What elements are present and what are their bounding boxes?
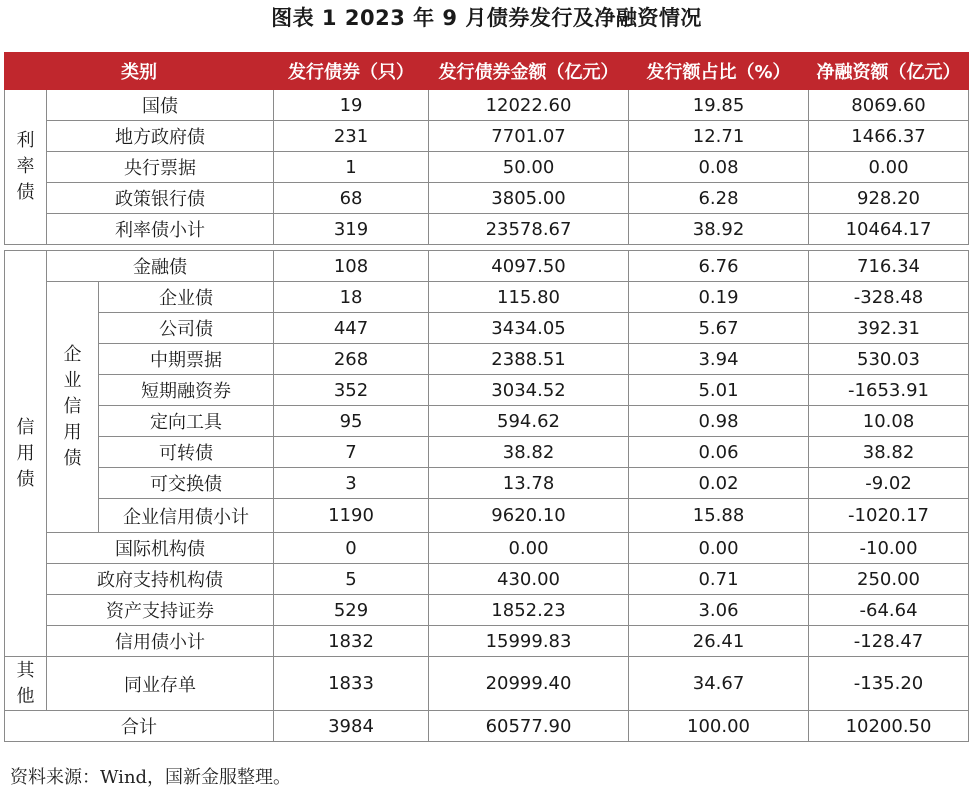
- cell-count: 7: [274, 437, 429, 468]
- table-row: [5, 533, 969, 564]
- cell-share: 0.00: [629, 533, 809, 564]
- cell-net: -128.47: [809, 626, 969, 657]
- row-label: 同业存单: [47, 657, 274, 711]
- cell-count: 18: [274, 282, 429, 313]
- cell-share: 100.00: [629, 711, 809, 742]
- cell-share: 19.85: [629, 90, 809, 121]
- cell-count: 5: [274, 564, 429, 595]
- cell-net: -328.48: [809, 282, 969, 313]
- table-row: [5, 626, 969, 657]
- cell-net: 530.03: [809, 344, 969, 375]
- cell-net: 10464.17: [809, 214, 969, 245]
- row-label: 中期票据: [99, 344, 274, 375]
- table-row: [5, 499, 969, 533]
- header-category: 类别: [5, 53, 274, 90]
- table-row: [5, 595, 969, 626]
- row-label: 公司债: [99, 313, 274, 344]
- header-count: 发行债券（只）: [274, 53, 429, 90]
- cell-share: 5.67: [629, 313, 809, 344]
- cell-amount: 15999.83: [429, 626, 629, 657]
- cell-net: -1020.17: [809, 499, 969, 533]
- cell-count: 68: [274, 183, 429, 214]
- cell-share: 6.28: [629, 183, 809, 214]
- cell-share: 12.71: [629, 121, 809, 152]
- cell-amount: 7701.07: [429, 121, 629, 152]
- cell-share: 3.06: [629, 595, 809, 626]
- cell-count: 0: [274, 533, 429, 564]
- cell-count: 19: [274, 90, 429, 121]
- table-row: [5, 437, 969, 468]
- table-row-total: [5, 711, 969, 742]
- row-label: 合计: [5, 711, 274, 742]
- table-row: [5, 121, 969, 152]
- row-label: 利率债小计: [47, 214, 274, 245]
- source-note: 资料来源：Wind，国新金服整理。: [10, 767, 292, 788]
- cell-amount: 23578.67: [429, 214, 629, 245]
- row-label: 地方政府债: [47, 121, 274, 152]
- table-row: [5, 152, 969, 183]
- group-label-corp: 企业信用债: [47, 282, 99, 533]
- cell-count: 447: [274, 313, 429, 344]
- cell-amount: 20999.40: [429, 657, 629, 711]
- row-label: 可转债: [99, 437, 274, 468]
- header-net-financing: 净融资额（亿元）: [809, 53, 969, 90]
- cell-count: 3: [274, 468, 429, 499]
- row-label: 短期融资券: [99, 375, 274, 406]
- cell-count: 319: [274, 214, 429, 245]
- group-label-rate: 利率债: [5, 90, 47, 245]
- row-label: 企业债: [99, 282, 274, 313]
- row-label: 金融债: [47, 251, 274, 282]
- cell-amount: 594.62: [429, 406, 629, 437]
- cell-share: 0.19: [629, 282, 809, 313]
- cell-share: 26.41: [629, 626, 809, 657]
- table-row: [5, 183, 969, 214]
- cell-count: 1: [274, 152, 429, 183]
- table-row: [5, 344, 969, 375]
- cell-net: 1466.37: [809, 121, 969, 152]
- cell-amount: 9620.10: [429, 499, 629, 533]
- cell-net: 10.08: [809, 406, 969, 437]
- cell-amount: 115.80: [429, 282, 629, 313]
- cell-count: 1833: [274, 657, 429, 711]
- cell-net: -10.00: [809, 533, 969, 564]
- cell-count: 268: [274, 344, 429, 375]
- cell-amount: 60577.90: [429, 711, 629, 742]
- table-row: [5, 564, 969, 595]
- cell-share: 0.02: [629, 468, 809, 499]
- cell-net: -1653.91: [809, 375, 969, 406]
- cell-net: 0.00: [809, 152, 969, 183]
- group-label-other: 其他: [5, 657, 47, 711]
- row-label: 央行票据: [47, 152, 274, 183]
- row-label: 企业信用债小计: [99, 499, 274, 533]
- row-label: 国际机构债: [47, 533, 274, 564]
- cell-amount: 13.78: [429, 468, 629, 499]
- row-label: 定向工具: [99, 406, 274, 437]
- table-row: [5, 251, 969, 282]
- cell-share: 38.92: [629, 214, 809, 245]
- cell-amount: 3034.52: [429, 375, 629, 406]
- cell-share: 0.98: [629, 406, 809, 437]
- cell-net: 250.00: [809, 564, 969, 595]
- cell-share: 6.76: [629, 251, 809, 282]
- bond-issuance-table: [4, 52, 969, 742]
- cell-net: 716.34: [809, 251, 969, 282]
- cell-amount: 430.00: [429, 564, 629, 595]
- cell-amount: 1852.23: [429, 595, 629, 626]
- row-label: 政府支持机构债: [47, 564, 274, 595]
- cell-count: 231: [274, 121, 429, 152]
- cell-net: -64.64: [809, 595, 969, 626]
- cell-net: 10200.50: [809, 711, 969, 742]
- cell-amount: 0.00: [429, 533, 629, 564]
- header-row: [5, 53, 969, 90]
- cell-net: -135.20: [809, 657, 969, 711]
- cell-count: 352: [274, 375, 429, 406]
- cell-share: 0.06: [629, 437, 809, 468]
- cell-share: 0.08: [629, 152, 809, 183]
- table-row: [5, 406, 969, 437]
- cell-amount: 2388.51: [429, 344, 629, 375]
- cell-count: 108: [274, 251, 429, 282]
- cell-amount: 12022.60: [429, 90, 629, 121]
- cell-net: 392.31: [809, 313, 969, 344]
- cell-count: 1190: [274, 499, 429, 533]
- group-label-credit: 信用债: [5, 251, 47, 657]
- header-share: 发行额占比（%）: [629, 53, 809, 90]
- header-amount: 发行债券金额（亿元）: [429, 53, 629, 90]
- cell-share: 15.88: [629, 499, 809, 533]
- cell-net: 38.82: [809, 437, 969, 468]
- cell-amount: 38.82: [429, 437, 629, 468]
- table-row: [5, 468, 969, 499]
- cell-amount: 3805.00: [429, 183, 629, 214]
- row-label: 信用债小计: [47, 626, 274, 657]
- cell-share: 0.71: [629, 564, 809, 595]
- cell-amount: 4097.50: [429, 251, 629, 282]
- table-row: [5, 90, 969, 121]
- table-row: [5, 313, 969, 344]
- cell-share: 34.67: [629, 657, 809, 711]
- cell-share: 3.94: [629, 344, 809, 375]
- row-label: 可交换债: [99, 468, 274, 499]
- table-row: [5, 282, 969, 313]
- cell-amount: 50.00: [429, 152, 629, 183]
- row-label: 国债: [47, 90, 274, 121]
- table-row: [5, 657, 969, 711]
- cell-count: 3984: [274, 711, 429, 742]
- cell-share: 5.01: [629, 375, 809, 406]
- cell-count: 1832: [274, 626, 429, 657]
- cell-net: -9.02: [809, 468, 969, 499]
- table-row: [5, 214, 969, 245]
- cell-count: 529: [274, 595, 429, 626]
- cell-net: 928.20: [809, 183, 969, 214]
- row-label: 资产支持证券: [47, 595, 274, 626]
- cell-amount: 3434.05: [429, 313, 629, 344]
- cell-count: 95: [274, 406, 429, 437]
- table-row: [5, 375, 969, 406]
- table-title: 图表 1 2023 年 9 月债券发行及净融资情况: [271, 6, 702, 30]
- row-label: 政策银行债: [47, 183, 274, 214]
- cell-net: 8069.60: [809, 90, 969, 121]
